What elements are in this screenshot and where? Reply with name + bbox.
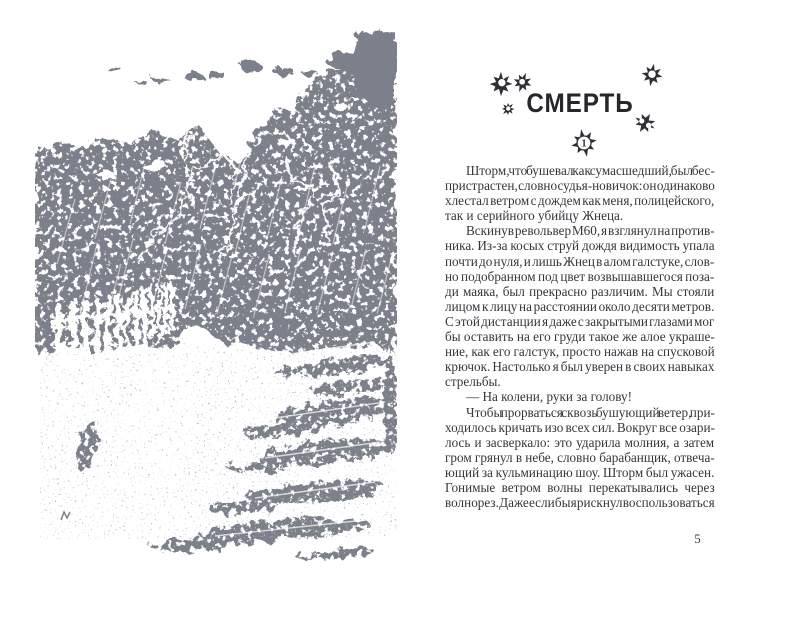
text-line: бы оставить на его груди такое же алое украше- bbox=[445, 329, 715, 345]
text-line: так и серийного убийцу Жнеца. bbox=[445, 208, 624, 224]
text-line: Чтобы прорваться сквозь бушующий ветер, при- bbox=[466, 404, 715, 420]
text-line: стрельбы. bbox=[445, 374, 501, 390]
text-line: крючок. Настолько я был уверен в своих навыках bbox=[445, 359, 715, 375]
text-line: С этой дистанции я даже с закрытыми глазами мог bbox=[445, 313, 715, 329]
body-text bbox=[445, 163, 715, 510]
text-line: почти до нуля, и лишь Жнец в алом галстуке, слов- bbox=[445, 253, 715, 269]
chapter-header bbox=[445, 66, 715, 163]
text-line: Вскинув револьвер М60, я взглянул на против- bbox=[466, 223, 715, 239]
text-line: пристрастен, словно судья-новичок: он одинаково bbox=[445, 178, 715, 194]
text-line: хлестал ветром с дождем как меня, полицейского, bbox=[445, 193, 715, 209]
text-line: гром грянул в небе, словно барабанщик, отвеча- bbox=[445, 449, 715, 465]
text-line: ющий за кульминацию шоу. Шторм был ужасен. bbox=[445, 464, 715, 480]
text-column bbox=[445, 66, 715, 510]
text-line: ние, как его галстук, просто нажав на спусковой bbox=[445, 344, 715, 360]
text-line: волнорез. Даже если бы я рискнул воспользоваться bbox=[445, 495, 715, 511]
page-number: 5 bbox=[694, 531, 701, 546]
chapter-title: СМЕРТЬ bbox=[526, 88, 634, 118]
text-line: ди маяка, был прекрасно различим. Мы стояли bbox=[445, 283, 715, 299]
text-line: ходилось кричать изо всех сил. Вокруг все озари- bbox=[445, 419, 715, 435]
text-line: лицом к лицу на расстоянии около десяти метров. bbox=[445, 298, 715, 314]
text-line: Гонимые ветром волны перекатывались через bbox=[445, 479, 715, 495]
text-line-dialogue: — На колени, руки за голову! bbox=[466, 389, 633, 405]
text-line: Шторм, что бушевал как сумасшедший, был бес- bbox=[466, 163, 715, 178]
chapter-number-badge bbox=[568, 127, 600, 159]
chapter-number: 1 bbox=[581, 138, 587, 150]
text-line: но подобранном под цвет возвышавшегося поза- bbox=[445, 268, 715, 284]
text-line: лось и засверкало: это ударила молния, а затем bbox=[445, 434, 715, 450]
storm-illustration bbox=[35, 14, 397, 562]
bullet-hole-icon bbox=[639, 62, 665, 88]
text-line: ника. Из-за косых струй дождя видимость упала bbox=[445, 238, 715, 254]
